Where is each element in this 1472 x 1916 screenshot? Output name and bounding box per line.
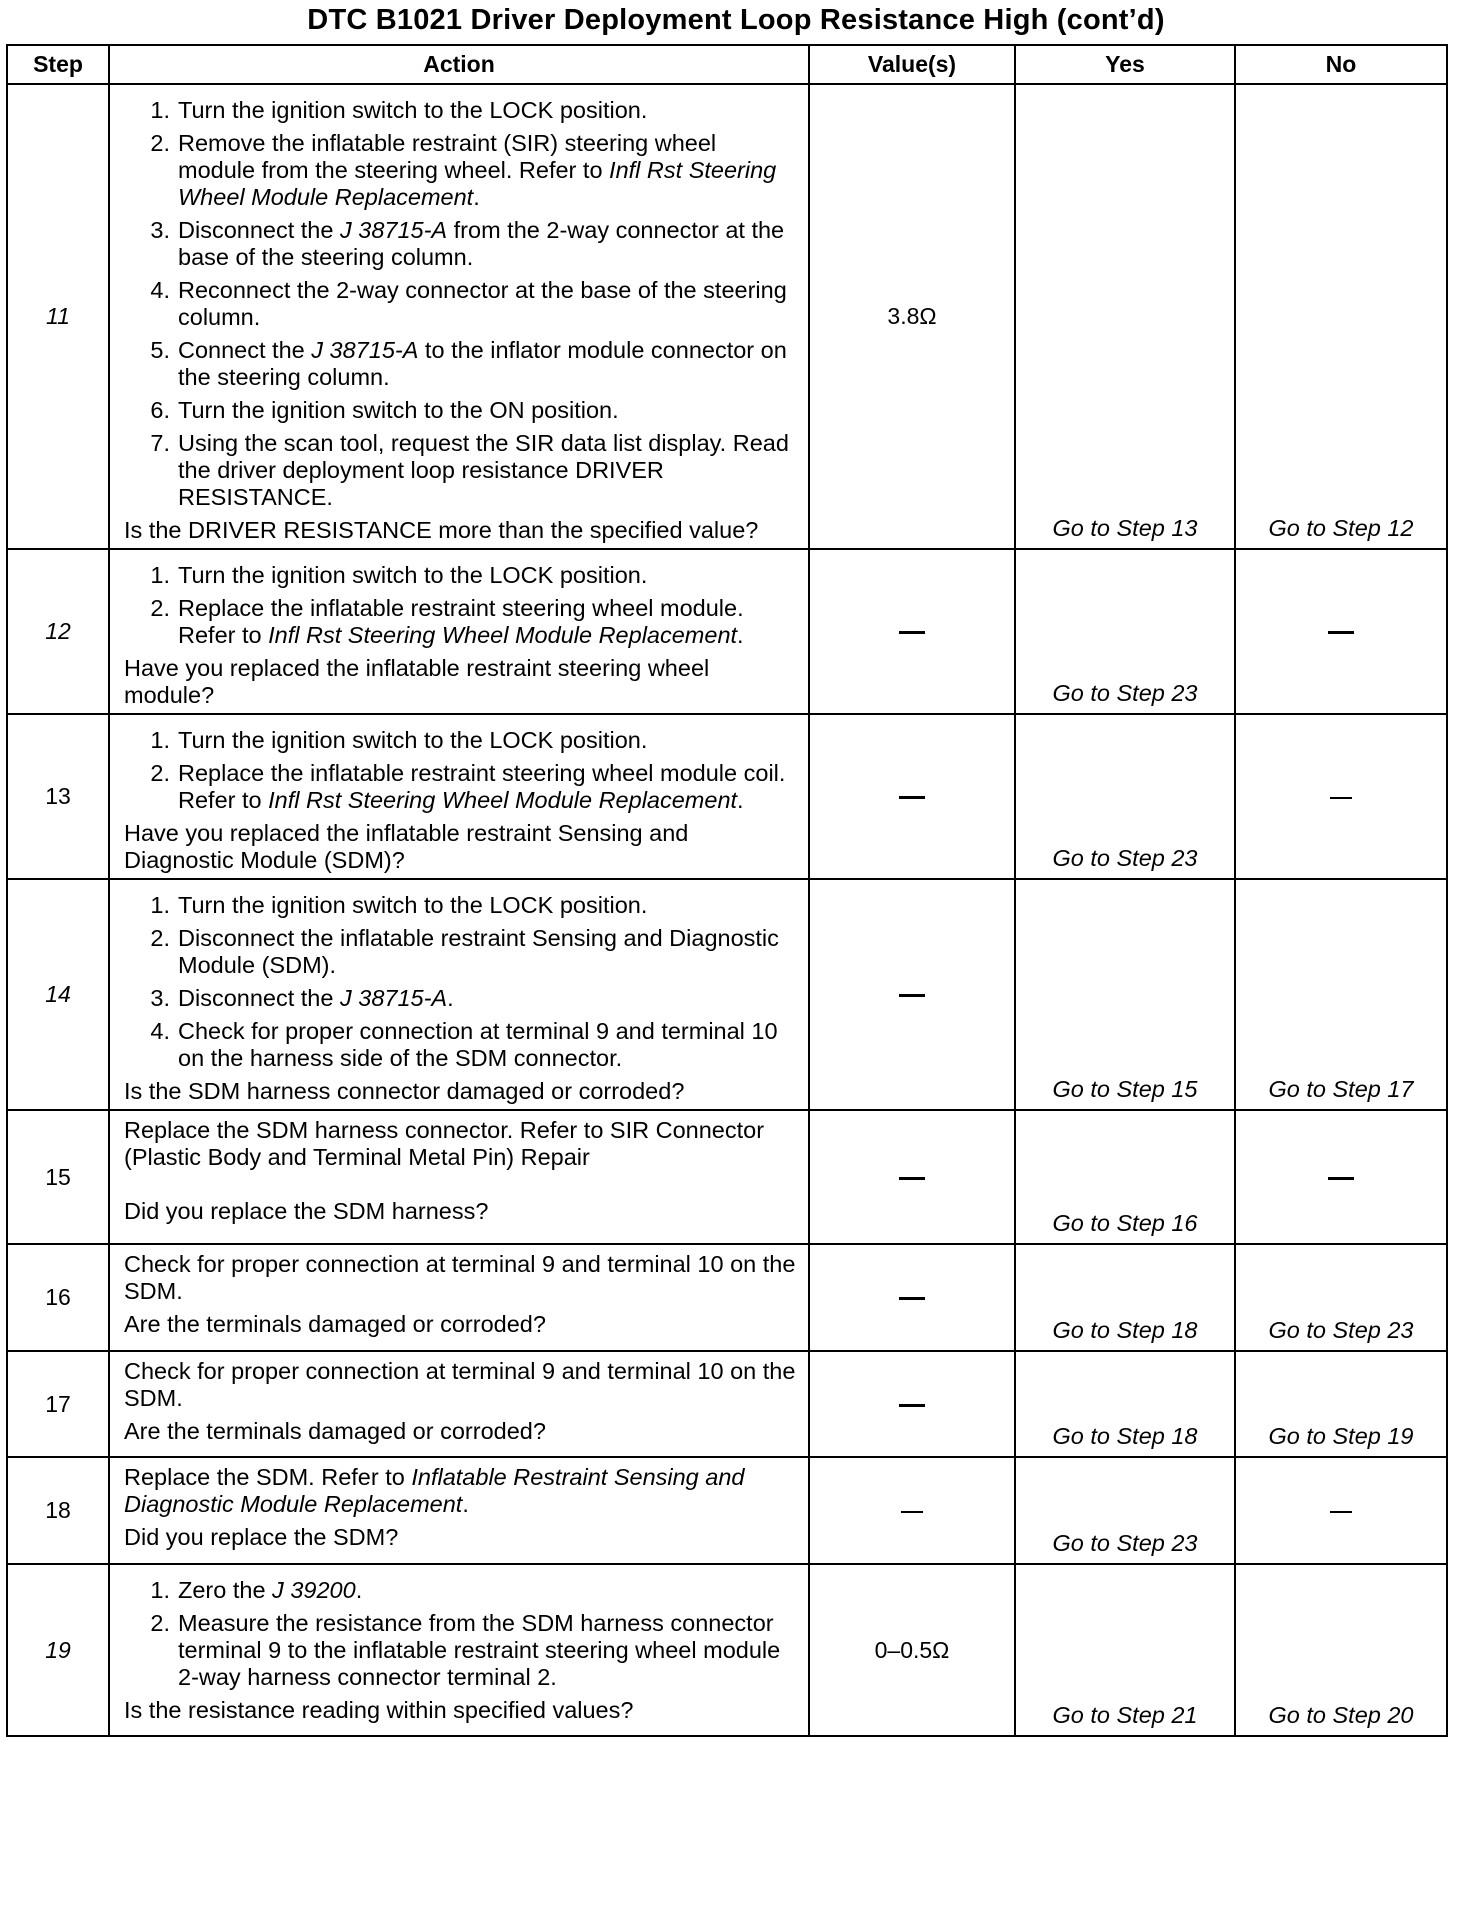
item-number: 2. [150, 925, 170, 951]
no-cell [1235, 1110, 1447, 1244]
value-cell [809, 1457, 1015, 1564]
dash-mark [1328, 1177, 1354, 1180]
value-cell [809, 549, 1015, 714]
step-number: 13 [7, 714, 109, 879]
value-cell: 0–0.5Ω [809, 1564, 1015, 1736]
item-number: 1. [150, 562, 170, 588]
yes-cell: Go to Step 18 [1015, 1244, 1235, 1351]
no-cell: Go to Step 23 [1235, 1244, 1447, 1351]
action-cell [109, 1244, 809, 1351]
step-number: 17 [7, 1351, 109, 1457]
col-header-yes: Yes [1015, 45, 1235, 84]
item-text: Reconnect the 2-way connector at the base of the steering column. [178, 277, 787, 330]
question-text: Did you replace the SDM? [124, 1524, 399, 1550]
table-header-row [7, 45, 1447, 84]
item-text: Remove the inflatable restraint (SIR) steering wheel module from the steering wheel. Refer to Infl Rst Steering Wheel Module Replacement. [178, 130, 777, 210]
item-text: Connect the J 38715-A to the inflator module connector on the steering column. [178, 337, 787, 390]
question-text: Is the resistance reading within specified values? [124, 1697, 634, 1723]
col-header-action: Action [109, 45, 809, 84]
dash-mark [1330, 797, 1352, 799]
table-row [7, 1110, 1447, 1244]
no-cell: Go to Step 12 [1235, 84, 1447, 549]
action-cell [109, 879, 809, 1110]
action-cell [109, 84, 809, 549]
reference-link: Inflatable Restraint Sensing and Diagnostic Module Replacement [124, 1464, 745, 1517]
table-row [7, 84, 1447, 549]
value-cell [809, 714, 1015, 879]
question-text: Did you replace the SDM harness? [124, 1198, 489, 1224]
table-row [7, 1351, 1447, 1457]
question-text: Have you replaced the inflatable restraint steering wheel module? [124, 655, 710, 708]
action-cell [109, 1351, 809, 1457]
item-number: 2. [150, 760, 170, 786]
tool-reference: J 38715-A [339, 217, 448, 243]
reference-link: Infl Rst Steering Wheel Module Replacement [268, 622, 738, 648]
dash-mark [1328, 631, 1354, 634]
item-number: 2. [150, 130, 170, 156]
table-row [7, 879, 1447, 1110]
action-cell [109, 1564, 809, 1736]
col-header-step: Step [7, 45, 109, 84]
item-number: 2. [150, 595, 170, 621]
value-cell: 3.8Ω [809, 84, 1015, 549]
item-text: Using the scan tool, request the SIR data list display. Read the driver deployment loop resistance DRIVER RESISTANCE. [178, 430, 789, 510]
yes-cell: Go to Step 18 [1015, 1351, 1235, 1457]
no-cell: Go to Step 19 [1235, 1351, 1447, 1457]
col-header-values: Value(s) [809, 45, 1015, 84]
yes-cell: Go to Step 15 [1015, 879, 1235, 1110]
value-cell [809, 1244, 1015, 1351]
tool-reference: J 38715-A [311, 337, 419, 363]
item-text: Turn the ignition switch to the LOCK position. [178, 97, 648, 123]
question-text: Are the terminals damaged or corroded? [124, 1311, 546, 1337]
yes-cell: Go to Step 23 [1015, 714, 1235, 879]
dash-mark [899, 796, 925, 799]
action-cell [109, 714, 809, 879]
action-cell [109, 1110, 809, 1244]
item-number: 1. [150, 97, 170, 123]
value-cell [809, 1351, 1015, 1457]
action-text: Replace the SDM. Refer to Inflatable Restraint Sensing and Diagnostic Module Replacement. [124, 1464, 745, 1517]
item-text: Disconnect the J 38715-A. [178, 985, 454, 1011]
dash-mark [899, 1177, 925, 1180]
step-number: 16 [7, 1244, 109, 1351]
action-cell [109, 549, 809, 714]
col-header-no: No [1235, 45, 1447, 84]
action-text: Check for proper connection at terminal 9 and terminal 10 on the SDM. [124, 1358, 796, 1411]
yes-cell: Go to Step 21 [1015, 1564, 1235, 1736]
item-text: Check for proper connection at terminal 9 and terminal 10 on the harness side of the SDM connector. [178, 1018, 778, 1071]
item-text: Zero the J 39200. [178, 1577, 363, 1603]
step-number: 19 [7, 1564, 109, 1736]
item-text: Replace the inflatable restraint steering wheel module. Refer to Infl Rst Steering Wheel Module Replacement. [178, 595, 744, 648]
item-number: 1. [150, 892, 170, 918]
item-number: 1. [150, 1577, 170, 1603]
item-number: 6. [150, 397, 170, 423]
action-text: Check for proper connection at terminal 9 and terminal 10 on the SDM. [124, 1251, 796, 1304]
item-number: 5. [150, 337, 170, 363]
no-cell [1235, 714, 1447, 879]
item-text: Turn the ignition switch to the LOCK position. [178, 892, 648, 918]
step-number: 11 [7, 84, 109, 549]
no-cell: Go to Step 17 [1235, 879, 1447, 1110]
item-text: Turn the ignition switch to the LOCK position. [178, 562, 648, 588]
value-cell [809, 1110, 1015, 1244]
item-text: Turn the ignition switch to the ON position. [178, 397, 619, 423]
yes-cell: Go to Step 23 [1015, 1457, 1235, 1564]
reference-link: Infl Rst Steering Wheel Module Replacement [178, 157, 777, 210]
step-number: 18 [7, 1457, 109, 1564]
yes-cell: Go to Step 16 [1015, 1110, 1235, 1244]
item-number: 1. [150, 727, 170, 753]
step-number: 15 [7, 1110, 109, 1244]
tool-reference: J 38715-A [339, 985, 448, 1011]
item-text: Disconnect the J 38715-A from the 2-way connector at the base of the steering column. [178, 217, 785, 270]
step-number: 14 [7, 879, 109, 1110]
item-number: 7. [150, 430, 170, 456]
no-cell [1235, 549, 1447, 714]
table-row [7, 1457, 1447, 1564]
item-number: 4. [150, 277, 170, 303]
item-number: 3. [150, 985, 170, 1011]
tool-reference: J 39200 [272, 1577, 356, 1603]
item-text: Replace the inflatable restraint steering wheel module coil. Refer to Infl Rst Steering Wheel Module Replacement. [178, 760, 786, 813]
dash-mark [901, 1511, 923, 1513]
question-text: Is the DRIVER RESISTANCE more than the specified value? [124, 517, 759, 543]
value-cell [809, 879, 1015, 1110]
action-cell [109, 1457, 809, 1564]
yes-cell: Go to Step 23 [1015, 549, 1235, 714]
diagnostic-table [6, 44, 1448, 1737]
page-title: DTC B1021 Driver Deployment Loop Resistance High (cont’d) [307, 4, 1165, 36]
dash-mark [899, 631, 925, 634]
dash-mark [899, 1404, 925, 1407]
action-text: Replace the SDM harness connector. Refer to SIR Connector (Plastic Body and Terminal Metal Pin) Repair [124, 1117, 765, 1170]
item-text: Turn the ignition switch to the LOCK position. [178, 727, 648, 753]
dash-mark [899, 994, 925, 997]
no-cell: Go to Step 20 [1235, 1564, 1447, 1736]
no-cell [1235, 1457, 1447, 1564]
table-row [7, 1564, 1447, 1736]
item-text: Measure the resistance from the SDM harness connector terminal 9 to the inflatable restraint steering wheel module 2-way harness connector terminal 2. [178, 1610, 781, 1690]
question-text: Have you replaced the inflatable restraint Sensing and Diagnostic Module (SDM)? [124, 820, 689, 873]
reference-link: Infl Rst Steering Wheel Module Replacement [268, 787, 738, 813]
dash-mark [1330, 1511, 1352, 1513]
yes-cell: Go to Step 13 [1015, 84, 1235, 549]
item-number: 3. [150, 217, 170, 243]
item-number: 2. [150, 1610, 170, 1636]
item-number: 4. [150, 1018, 170, 1044]
question-text: Are the terminals damaged or corroded? [124, 1418, 546, 1444]
step-number: 12 [7, 549, 109, 714]
item-text: Disconnect the inflatable restraint Sensing and Diagnostic Module (SDM). [178, 925, 779, 978]
question-text: Is the SDM harness connector damaged or corroded? [124, 1078, 685, 1104]
dash-mark [899, 1297, 925, 1300]
table-row [7, 714, 1447, 879]
table-row [7, 549, 1447, 714]
table-row [7, 1244, 1447, 1351]
